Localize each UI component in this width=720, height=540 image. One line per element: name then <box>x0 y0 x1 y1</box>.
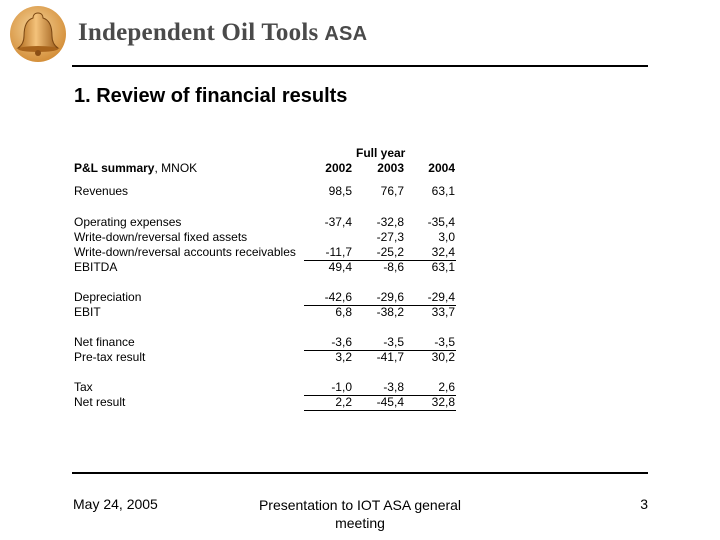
table-row <box>74 245 464 260</box>
cell-value: -25,2 <box>376 245 404 259</box>
cell-value: -38,2 <box>376 305 404 319</box>
cell-value: -32,8 <box>376 215 404 229</box>
cell-value: -1,0 <box>331 380 352 394</box>
cell-value: -11,7 <box>325 245 352 259</box>
section-title: 1. Review of financial results <box>74 85 348 107</box>
cell-value: 3,2 <box>335 350 352 364</box>
table-row <box>74 305 464 320</box>
footer-divider <box>72 472 648 474</box>
cell-value: -45,4 <box>376 395 404 409</box>
row-label: Net result <box>74 395 126 409</box>
cell-value: 2,2 <box>335 395 352 409</box>
cell-value: 76,7 <box>380 184 404 198</box>
row-label: Net finance <box>74 335 135 349</box>
row-label: Tax <box>74 380 93 394</box>
table-row <box>74 395 464 410</box>
table-row <box>74 184 464 199</box>
table-row <box>74 290 464 305</box>
cell-value: -3,8 <box>383 380 404 394</box>
footer-date: May 24, 2005 <box>73 496 158 512</box>
table-group-header-row <box>74 146 464 161</box>
row-label: Operating expenses <box>74 215 182 229</box>
company-suffix: ASA <box>324 23 368 45</box>
cell-value: -27,3 <box>376 230 404 244</box>
cell-value: 98,5 <box>328 184 352 198</box>
cell-value: -3,6 <box>331 335 352 349</box>
header-divider <box>72 65 648 67</box>
cell-value: 33,7 <box>431 305 455 319</box>
cell-value: 63,1 <box>431 184 455 198</box>
cell-value: -29,6 <box>376 290 404 304</box>
table-row <box>74 380 464 395</box>
row-label: EBIT <box>74 305 101 319</box>
table-row <box>74 215 464 230</box>
cell-value: 6,8 <box>335 305 352 319</box>
cell-value: 32,8 <box>431 395 455 409</box>
full-year-header: Full year <box>356 146 406 160</box>
cell-value: 30,2 <box>431 350 455 364</box>
page-number: 3 <box>640 496 648 512</box>
cell-value: -29,4 <box>427 290 455 304</box>
table-row <box>74 230 464 245</box>
row-label: EBITDA <box>74 260 118 274</box>
cell-value: -3,5 <box>383 335 404 349</box>
cell-value: -35,4 <box>427 215 455 229</box>
row-label: Write-down/reversal accounts receivables <box>74 245 296 259</box>
cell-value: 3,0 <box>438 230 455 244</box>
row-label: Revenues <box>74 184 129 198</box>
year-header: 2002 <box>325 161 352 175</box>
row-label: Pre-tax result <box>74 350 146 364</box>
cell-value: 49,4 <box>328 260 352 274</box>
cell-value: -8,6 <box>383 260 404 274</box>
cell-value: -41,7 <box>376 350 404 364</box>
cell-value: -37,4 <box>324 215 352 229</box>
cell-value: 2,6 <box>438 380 455 394</box>
company-name-text: Independent Oil Tools <box>78 19 319 46</box>
total-underline <box>304 410 456 411</box>
year-header: 2003 <box>377 161 404 175</box>
table-row <box>74 335 464 350</box>
cell-value: -3,5 <box>434 335 455 349</box>
row-label: Depreciation <box>74 290 142 304</box>
company-name <box>78 19 367 47</box>
cell-value: -42,6 <box>324 290 352 304</box>
table-header-row <box>74 161 464 176</box>
table-title-unit: , MNOK <box>154 161 198 175</box>
footer-presentation-title: Presentation to IOT ASA general meeting <box>258 497 462 531</box>
table-row <box>74 350 464 365</box>
cell-value: 63,1 <box>431 260 455 274</box>
table-row <box>74 260 464 275</box>
year-header: 2004 <box>428 161 455 175</box>
cell-value: 32,4 <box>431 245 455 259</box>
bell-logo-icon <box>8 4 68 64</box>
table-title-bold: P&L summary <box>74 161 155 175</box>
table-title <box>74 161 197 175</box>
row-label: Write-down/reversal fixed assets <box>74 230 248 244</box>
